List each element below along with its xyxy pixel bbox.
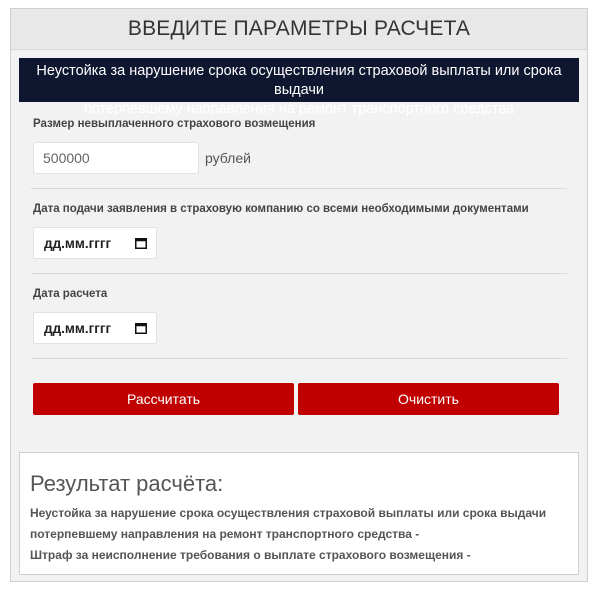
result-panel: [19, 452, 579, 575]
application-date-placeholder: дд.мм.гггг: [44, 235, 112, 251]
page-title: ВВЕДИТЕ ПАРАМЕТРЫ РАСЧЕТА: [11, 9, 587, 50]
banner-line-2: потерпевшему направления на ремонт транспортного средства: [83, 101, 515, 117]
amount-unit: рублей: [205, 150, 251, 166]
calc-date-label: Дата расчета: [33, 288, 108, 300]
amount-input[interactable]: [33, 142, 199, 174]
calendar-icon[interactable]: [135, 322, 147, 334]
banner-line-1: Неустойка за нарушение срока осуществления страховой выплаты или срока выдачи: [36, 63, 562, 98]
calendar-icon[interactable]: [135, 237, 147, 249]
clear-button[interactable]: Очистить: [298, 383, 559, 415]
calculate-button[interactable]: Рассчитать: [33, 383, 294, 415]
action-buttons: [33, 383, 567, 415]
calc-date-input[interactable]: [33, 312, 157, 344]
calculation-type-banner: [19, 58, 579, 117]
result-penalty-line-2: потерпевшему направления на ремонт транспортного средства -: [30, 527, 420, 541]
calculator-panel: [10, 8, 588, 582]
result-title: Результат расчёта:: [30, 471, 224, 496]
result-fine-line: Штраф за неисполнение требования о выплате страхового возмещения -: [30, 548, 471, 562]
application-date-label: Дата подачи заявления в страховую компанию со всеми необходимыми документами: [33, 203, 529, 215]
calc-date-placeholder: дд.мм.гггг: [44, 320, 112, 336]
amount-label: Размер невыплаченного страхового возмещения: [33, 118, 316, 130]
calc-date-section: [31, 274, 567, 359]
application-date-input[interactable]: [33, 227, 157, 259]
application-date-section: [31, 189, 567, 274]
result-penalty-line-1: Неустойка за нарушение срока осуществления страховой выплаты или срока выдачи: [30, 506, 547, 520]
